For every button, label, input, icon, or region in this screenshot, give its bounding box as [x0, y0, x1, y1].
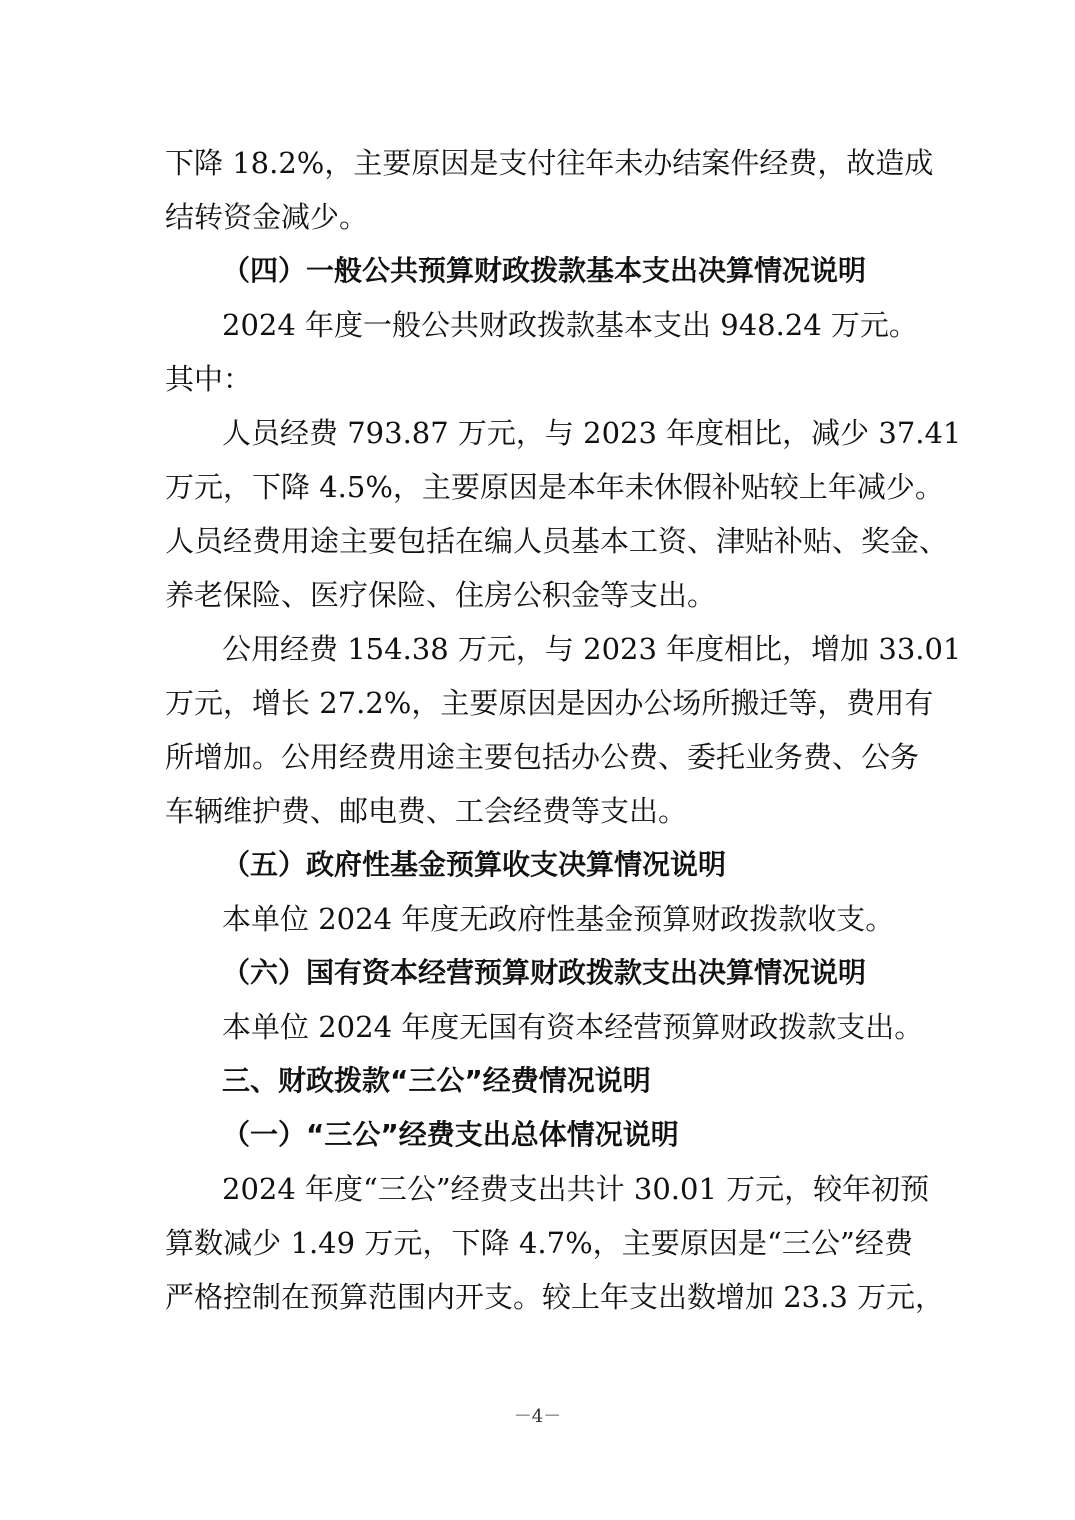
paragraph-line: 严格控制在预算范围内开支。较上年支出数增加 23.3 万元，: [165, 1280, 945, 1314]
paragraph-line: 结转资金减少。: [165, 200, 369, 234]
paragraph-line: 算数减少 1.49 万元，下降 4.7%，主要原因是“三公”经费: [165, 1226, 913, 1260]
paragraph-line: 其中：: [165, 362, 253, 396]
chapter-heading-3: 三、财政拨款“三公”经费情况说明: [222, 1064, 651, 1097]
paragraph-line: 2024 年度一般公共财政拨款基本支出 948.24 万元。: [222, 308, 918, 342]
paragraph-line: 养老保险、医疗保险、住房公积金等支出。: [165, 578, 717, 612]
section-heading-6: （六）国有资本经营预算财政拨款支出决算情况说明: [222, 956, 867, 989]
paragraph-line: 公用经费 154.38 万元，与 2023 年度相比，增加 33.01: [222, 632, 962, 666]
paragraph-line: 下降 18.2%，主要原因是支付往年未办结案件经费，故造成: [165, 146, 934, 180]
paragraph-line: 本单位 2024 年度无国有资本经营预算财政拨款支出。: [222, 1010, 924, 1044]
paragraph-line: 所增加。公用经费用途主要包括办公费、委托业务费、公务: [165, 740, 920, 774]
paragraph-line: 本单位 2024 年度无政府性基金预算财政拨款收支。: [222, 902, 895, 936]
paragraph-line: 万元，增长 27.2%，主要原因是因办公场所搬迁等，费用有: [165, 686, 934, 720]
section-heading-5: （五）政府性基金预算收支决算情况说明: [222, 848, 727, 881]
section-heading-1: （一）“三公”经费支出总体情况说明: [222, 1118, 679, 1151]
section-heading-4: （四）一般公共预算财政拨款基本支出决算情况说明: [222, 254, 867, 287]
paragraph-line: 人员经费 793.87 万元，与 2023 年度相比，减少 37.41: [222, 416, 962, 450]
paragraph-line: 万元，下降 4.5%，主要原因是本年未休假补贴较上年减少。: [165, 470, 944, 504]
paragraph-line: 人员经费用途主要包括在编人员基本工资、津贴补贴、奖金、: [165, 524, 949, 558]
paragraph-line: 2024 年度“三公”经费支出共计 30.01 万元，较年初预: [222, 1172, 930, 1206]
paragraph-line: 车辆维护费、邮电费、工会经费等支出。: [165, 794, 688, 828]
page-number: －4－: [513, 1406, 562, 1427]
